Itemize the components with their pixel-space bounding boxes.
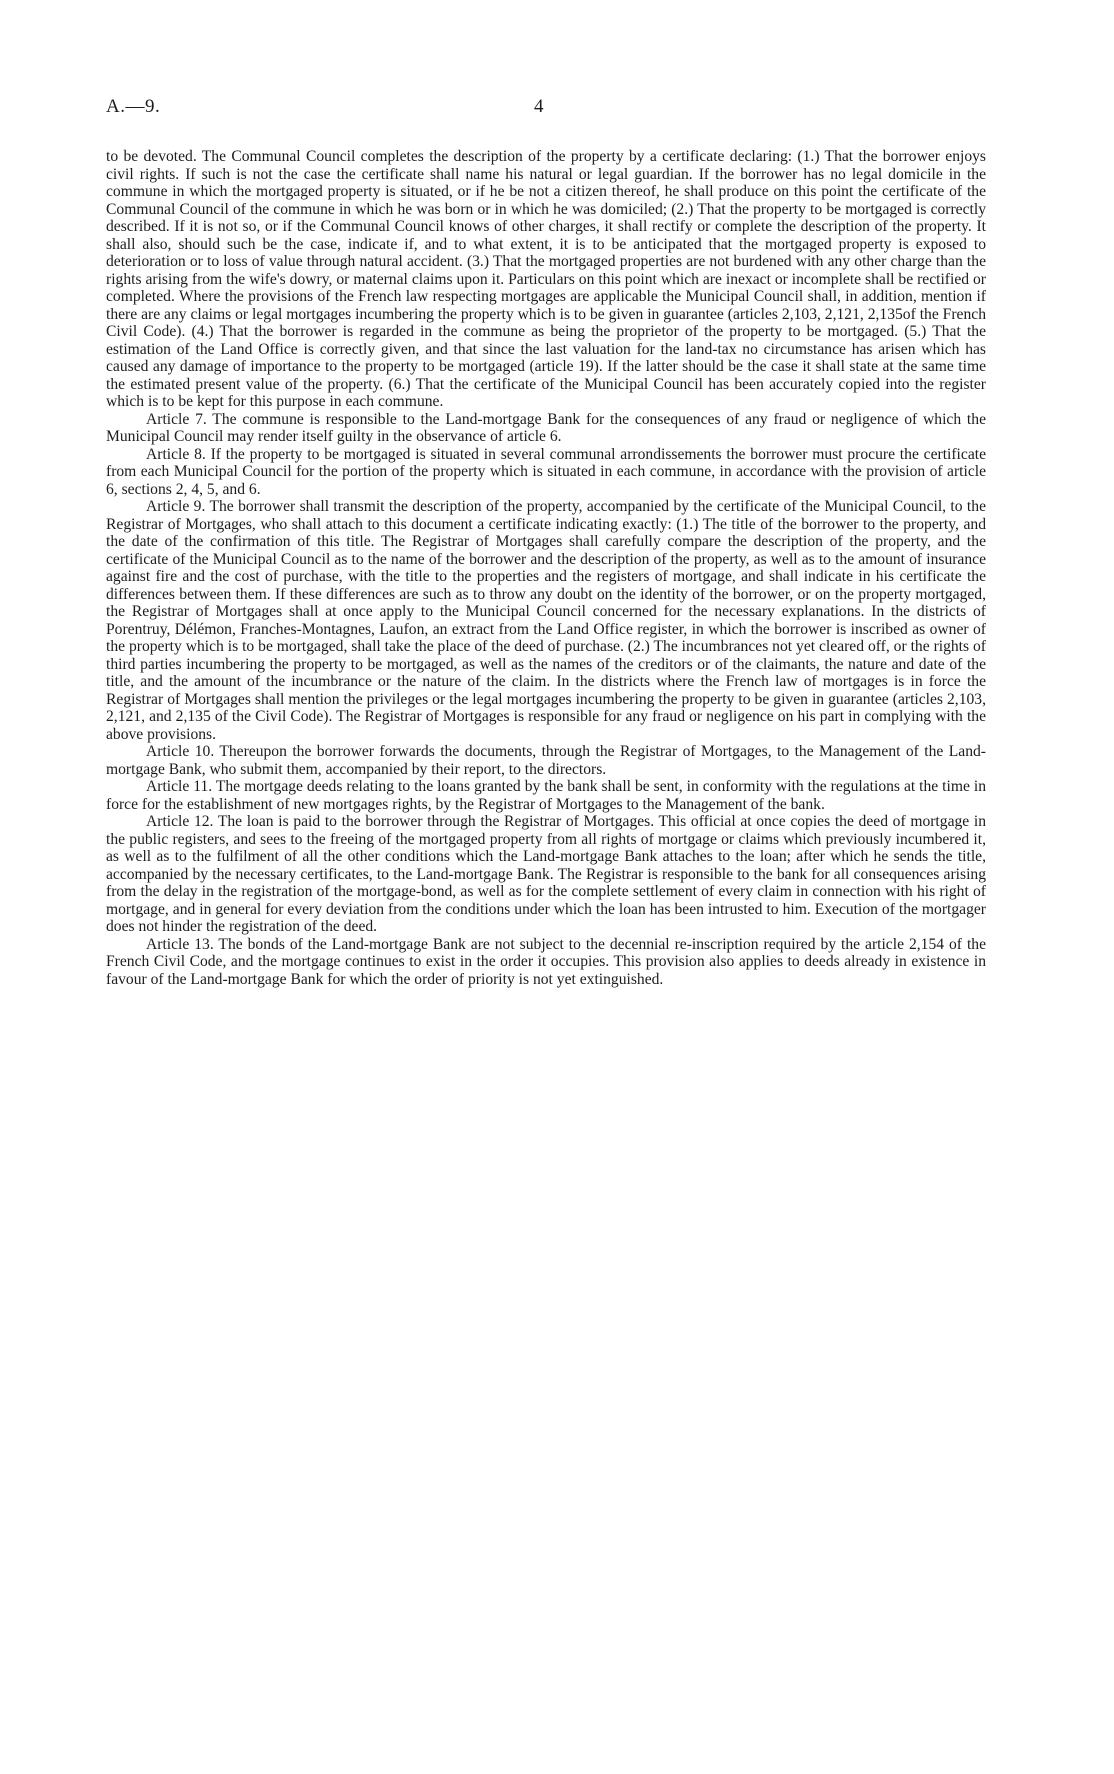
paragraph-article-10: Article 10. Thereupon the borrower forwards the documents, through the Registrar of Mortgages, to the Management of the Land-mortgage Bank, who submit them, accompanied by their report, to the directors. xyxy=(106,743,986,778)
page-header xyxy=(106,96,986,124)
document-reference: A.—9. xyxy=(106,96,161,117)
paragraph-article-8: Article 8. If the property to be mortgaged is situated in several communal arrondissements the borrower must procure the certificate from each Municipal Council for the portion of the property which is situated in each commune, in accordance with the provision of article 6, sections 2, 4, 5, and 6. xyxy=(106,445,986,498)
paragraph-article-9: Article 9. The borrower shall transmit the description of the property, accompanied by the certificate of the Municipal Council, to the Registrar of Mortgages, who shall attach to this document a certificate indicating exactly: (1.) The title of the borrower to the property, and the date of the confirmation of this title. The Registrar of Mortgages shall carefully compare the description of the property, and the certificate of the Municipal Council as to the name of the borrower and the description of the property, as well as to the amount of insurance against fire and the cost of purchase, with the title to the properties and the registers of mortgage, and shall indicate in his certificate the differences between them. If these differences are such as to throw any doubt on the identity of the borrower, or on the property mortgaged, the Registrar of Mortgages shall at once apply to the Municipal Council concerned for the necessary explanations. In the districts of Porentruy, Délémon, Franches-Montagnes, Laufon, an extract from the Land Office register, in which the borrower is inscribed as owner of the property which is to be mortgaged, shall take the place of the deed of purchase. (2.) The incumbrances not yet cleared off, or the rights of third parties incumbering the property to be mortgaged, as well as the names of the creditors or of the claimants, the nature and date of the title, and the amount of the incumbrance or the nature of the claim. In the districts where the French law of mortgages is in force the Registrar of Mortgages shall mention the privileges or the legal mortgages incumbering the property to be given in guarantee (articles 2,103, 2,121, and 2,135 of the Civil Code). The Registrar of Mortgages is responsible for any fraud or negligence on his part in complying with the above provisions. xyxy=(106,498,986,743)
paragraph-continuation: to be devoted. The Communal Council completes the description of the property by a certificate declaring: (1.) That the borrower enjoys civil rights. If such is not the case the certificate shall name his natural or legal guardian. If the borrower has no legal domicile in the commune in which the mortgaged property is situated, or if he be not a citizen thereof, he shall produce on this point the certificate of the Communal Council of the commune in which he was born or in which he was domiciled; (2.) That the property to be mortgaged is correctly described. If it is not so, or if the Communal Council knows of other charges, it shall rectify or complete the description of the property. It shall also, should such be the case, indicate if, and to what extent, it is to be anticipated that the mortgaged property is exposed to deterioration or to loss of value through natural accident. (3.) That the mortgaged properties are not burdened with any other charge than the rights arising from the wife's dowry, or maternal claims upon it. Particulars on this point which are inexact or incomplete shall be rectified or completed. Where the provisions of the French law respecting mortgages are applicable the Municipal Council shall, in addition, mention if there are any claims or legal mortgages incumbering the property which is to be given in guarantee (articles 2,103, 2,121, 2,135of the French Civil Code). (4.) That the borrower is regarded in the commune as being the proprietor of the property to be mortgaged. (5.) That the estimation of the Land Office is correctly given, and that since the last valuation for the land-tax no circumstance has arisen which has caused any damage of importance to the property to be mortgaged (article 19). If the latter should be the case it shall state at the same time the estimated present value of the property. (6.) That the certificate of the Municipal Council has been accurately copied into the register which is to be kept for this purpose in each commune. xyxy=(106,148,986,410)
paragraph-article-12: Article 12. The loan is paid to the borrower through the Registrar of Mortgages. This official at once copies the deed of mortgage in the public registers, and sees to the freeing of the mortgaged property from all rights of mortgage or claims which previously incumbered it, as well as to the fulfilment of all the other conditions which the Land-mortgage Bank attaches to the loan; after which he sends the title, accompanied by the necessary certificates, to the Land-mortgage Bank. The Registrar is responsible to the bank for all consequences arising from the delay in the registration of the mortgage-bond, as well as for the complete settlement of every claim in connection with his right of mortgage, and in general for every deviation from the conditions under which the loan has been intrusted to him. Execution of the mortgager does not hinder the registration of the deed. xyxy=(106,813,986,935)
page-number: 4 xyxy=(534,96,544,117)
paragraph-article-7: Article 7. The commune is responsible to the Land-mortgage Bank for the consequences of any fraud or negligence of which the Municipal Council may render itself guilty in the observance of article 6. xyxy=(106,410,986,445)
paragraph-article-13: Article 13. The bonds of the Land-mortgage Bank are not subject to the decennial re-inscription required by the article 2,154 of the French Civil Code, and the mortgage continues to exist in the order it occupies. This provision also applies to deeds already in existence in favour of the Land-mortgage Bank for which the order of priority is not yet extinguished. xyxy=(106,935,986,988)
document-body xyxy=(106,148,986,988)
paragraph-article-11: Article 11. The mortgage deeds relating to the loans granted by the bank shall be sent, in conformity with the regulations at the time in force for the establishment of new mortgages rights, by the Registrar of Mortgages to the Management of the bank. xyxy=(106,778,986,813)
